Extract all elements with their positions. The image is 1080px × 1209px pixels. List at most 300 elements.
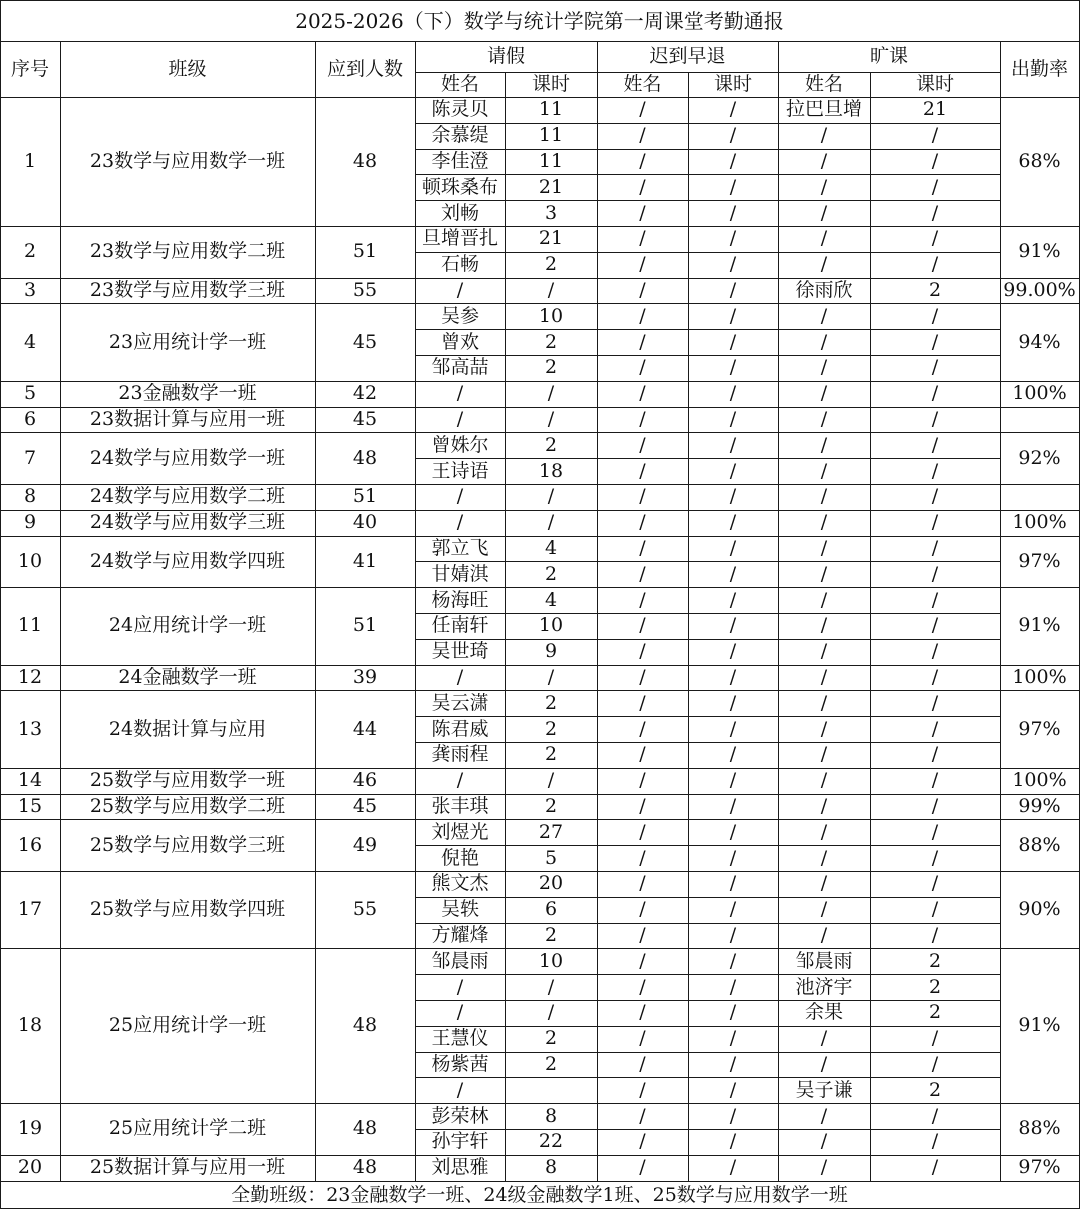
grid-line-v [415, 819, 416, 872]
row-rate: 100% [1012, 382, 1067, 405]
grid-line-v [415, 1155, 416, 1182]
row-rate: 99.00% [1003, 278, 1076, 301]
grid-line-v [415, 407, 416, 433]
grid-line-v [505, 871, 506, 949]
row-rate: 88% [1018, 1117, 1061, 1140]
absent-name: / [820, 201, 828, 224]
late-name: / [639, 433, 646, 456]
grid-line-v [597, 381, 598, 408]
absent-name: 邹晨雨 [795, 949, 853, 972]
row-expected: 48 [352, 1014, 378, 1037]
grid-line-v [415, 871, 416, 949]
leave-hours: / [547, 278, 555, 301]
absent-name: / [820, 407, 828, 430]
late-name: / [639, 691, 646, 714]
leave-hours: 21 [538, 175, 564, 198]
grid-line-v [1000, 536, 1001, 588]
grid-line-v [688, 1103, 689, 1156]
absent-name: 池济宇 [795, 975, 853, 998]
late-name: / [639, 227, 646, 250]
header-hours: 课时 [713, 73, 752, 95]
absent-hours: / [931, 330, 939, 353]
row-rate: 90% [1018, 898, 1061, 921]
leave-name: 邹高喆 [431, 356, 489, 379]
row-seq: 16 [17, 833, 43, 856]
grid-line-v [870, 226, 871, 279]
grid-line-v [505, 536, 506, 588]
late-hours: / [729, 356, 737, 379]
grid-line-v [688, 536, 689, 588]
grid-line-v [870, 278, 871, 304]
absent-hours: / [931, 898, 939, 921]
late-hours: / [729, 98, 737, 121]
header-absent: 旷课 [869, 45, 908, 67]
grid-line-v [597, 690, 598, 769]
absent-name: / [820, 459, 828, 482]
grid-line-v [688, 226, 689, 279]
late-hours: / [729, 459, 737, 482]
absent-hours: / [931, 562, 939, 585]
row-seq: 2 [23, 240, 37, 263]
grid-line-v [778, 1155, 779, 1182]
row-seq: 12 [17, 665, 43, 688]
absent-hours: / [931, 665, 939, 688]
late-name: / [639, 975, 646, 998]
grid-line-v [778, 1103, 779, 1156]
late-hours: / [729, 691, 737, 714]
absent-hours: / [931, 743, 939, 766]
leave-name: 曾欢 [440, 330, 479, 353]
grid-line-v [597, 1155, 598, 1182]
absent-hours: / [931, 536, 939, 559]
grid-line-v [870, 871, 871, 949]
row-seq: 7 [23, 446, 37, 469]
absent-hours: / [931, 1052, 939, 1075]
late-name: / [639, 588, 646, 611]
grid-line-v [60, 794, 61, 820]
grid-line-v [60, 41, 61, 98]
grid-line-v [415, 536, 416, 588]
row-class: 25数学与应用数学四班 [89, 898, 286, 921]
leave-name: / [456, 278, 464, 301]
full-attendance-note: 全勤班级：23金融数学一班、24级金融数学1班、25数学与应用数学一班 [231, 1184, 848, 1207]
row-expected: 40 [352, 511, 378, 534]
grid-line-v [315, 510, 316, 537]
late-hours: / [729, 923, 737, 946]
absent-name: / [820, 769, 828, 792]
leave-name: / [456, 665, 464, 688]
leave-hours: 2 [544, 691, 558, 714]
late-name: / [639, 356, 646, 379]
row-rate: 100% [1012, 511, 1067, 534]
grid-line-h [415, 72, 1001, 73]
absent-name: / [820, 227, 828, 250]
absent-hours: / [931, 1104, 939, 1127]
leave-hours: / [547, 975, 555, 998]
late-hours: / [729, 485, 737, 508]
late-hours: / [729, 717, 737, 740]
leave-name: 顿珠桑布 [421, 175, 498, 198]
absent-hours: / [931, 923, 939, 946]
late-name: / [639, 820, 646, 843]
grid-line-v [778, 278, 779, 304]
leave-name: 陈君威 [431, 717, 489, 740]
leave-name: / [456, 1078, 464, 1101]
absent-name: / [820, 149, 828, 172]
leave-hours: 9 [544, 640, 558, 663]
late-hours: / [729, 407, 737, 430]
late-name: / [639, 124, 646, 147]
leave-name: 刘畅 [440, 201, 479, 224]
grid-line-v [778, 536, 779, 588]
row-expected: 45 [352, 794, 378, 817]
grid-line-v [1000, 97, 1001, 227]
absent-hours: / [931, 794, 939, 817]
absent-name: / [820, 1104, 828, 1127]
late-name: / [639, 1156, 646, 1179]
late-name: / [639, 794, 646, 817]
leave-name: / [456, 407, 464, 430]
absent-name: / [820, 330, 828, 353]
grid-line-v [415, 278, 416, 304]
grid-line-v [1000, 794, 1001, 820]
late-name: / [639, 872, 646, 895]
grid-line-v [315, 1103, 316, 1156]
late-hours: / [729, 949, 737, 972]
grid-line-v [60, 587, 61, 666]
late-name: / [639, 562, 646, 585]
row-rate [1000, 407, 1079, 433]
row-rate: 92% [1018, 446, 1061, 469]
grid-line-v [415, 303, 416, 382]
grid-line-v [1000, 510, 1001, 537]
late-name: / [639, 1104, 646, 1127]
leave-name: / [456, 769, 464, 792]
absent-name: / [820, 614, 828, 637]
leave-hours: 6 [544, 898, 558, 921]
grid-line-h [0, 1181, 1080, 1182]
grid-line-v [415, 794, 416, 820]
absent-name: / [820, 1130, 828, 1153]
leave-name: 任南轩 [431, 614, 489, 637]
grid-line-v [870, 1155, 871, 1182]
late-hours: / [729, 1104, 737, 1127]
row-seq: 17 [17, 898, 43, 921]
grid-line-v [1000, 819, 1001, 872]
grid-line-v [597, 41, 598, 98]
grid-line-v [1000, 484, 1001, 511]
leave-name: 旦增晋扎 [421, 227, 498, 250]
absent-hours: / [931, 459, 939, 482]
row-class: 25数据计算与应用一班 [89, 1156, 286, 1179]
grid-line-v [778, 381, 779, 408]
late-hours: / [729, 433, 737, 456]
grid-line-v [778, 303, 779, 382]
late-hours: / [729, 1130, 737, 1153]
late-hours: / [729, 769, 737, 792]
leave-hours: 2 [544, 562, 558, 585]
grid-line-v [688, 819, 689, 872]
late-hours: / [729, 1052, 737, 1075]
late-name: / [639, 278, 646, 301]
row-class: 25数学与应用数学三班 [89, 833, 286, 856]
grid-line-v [778, 690, 779, 769]
leave-name: 熊文杰 [431, 872, 489, 895]
absent-hours: / [931, 124, 939, 147]
late-hours: / [729, 846, 737, 869]
absent-hours: / [931, 846, 939, 869]
row-expected: 48 [352, 150, 378, 172]
late-name: / [639, 459, 646, 482]
absent-name: / [820, 640, 828, 663]
leave-hours: 2 [544, 1052, 558, 1075]
grid-line-v [415, 510, 416, 537]
row-rate: 91% [1018, 1014, 1061, 1037]
absent-name: / [820, 382, 828, 405]
grid-line-v [505, 97, 506, 227]
row-class: 23数据计算与应用一班 [89, 407, 286, 430]
row-seq: 19 [17, 1117, 43, 1140]
leave-name: 石畅 [440, 253, 479, 276]
late-name: / [639, 330, 646, 353]
grid-line-v [60, 226, 61, 279]
grid-line-v [778, 97, 779, 227]
absent-hours: 2 [928, 949, 942, 972]
absent-hours: / [931, 872, 939, 895]
row-rate: 100% [1012, 665, 1067, 688]
grid-line-v [597, 871, 598, 949]
leave-hours: 2 [544, 330, 558, 353]
late-name: / [639, 201, 646, 224]
leave-hours: 2 [544, 356, 558, 379]
late-name: / [639, 898, 646, 921]
header-class: 班级 [168, 57, 207, 80]
leave-hours: / [547, 511, 555, 534]
grid-line-v [315, 690, 316, 769]
grid-line-v [315, 407, 316, 433]
leave-name: 龚雨程 [431, 743, 489, 766]
row-class: 23数学与应用数学二班 [89, 240, 286, 263]
grid-line-v [505, 819, 506, 872]
grid-line-v [315, 432, 316, 485]
late-name: / [639, 98, 646, 121]
grid-line-v [415, 432, 416, 485]
grid-line-v [778, 407, 779, 433]
leave-hours: 10 [538, 614, 564, 637]
header-leave: 请假 [486, 45, 525, 67]
absent-name: / [820, 923, 828, 946]
late-hours: / [729, 149, 737, 172]
grid-line-v [415, 1103, 416, 1156]
row-expected: 48 [352, 1117, 378, 1140]
leave-hours: / [547, 1001, 555, 1024]
row-seq: 11 [17, 614, 43, 637]
grid-line-v [415, 587, 416, 666]
row-expected: 45 [352, 330, 378, 353]
grid-line-v [1000, 407, 1001, 433]
grid-line-v [688, 1155, 689, 1182]
absent-name: / [820, 743, 828, 766]
late-hours: / [729, 743, 737, 766]
late-name: / [639, 253, 646, 276]
grid-line-v [505, 1155, 506, 1182]
late-name: / [639, 485, 646, 508]
absent-hours: / [931, 769, 939, 792]
leave-hours: 27 [538, 820, 564, 843]
absent-name: / [820, 717, 828, 740]
late-name: / [639, 846, 646, 869]
leave-hours: / [547, 485, 555, 508]
grid-line-v [778, 484, 779, 511]
late-hours: / [729, 382, 737, 405]
absent-hours: / [931, 1130, 939, 1153]
grid-line-v [1000, 690, 1001, 769]
leave-hours: 21 [538, 227, 564, 250]
grid-line-v [688, 381, 689, 408]
row-class: 25数学与应用数学二班 [89, 794, 286, 817]
absent-hours: / [931, 614, 939, 637]
grid-line-v [315, 948, 316, 1104]
grid-line-v [870, 536, 871, 588]
grid-line-v [597, 432, 598, 485]
header-seq: 序号 [10, 57, 49, 80]
absent-hours: / [931, 1027, 939, 1050]
grid-line-v [60, 1155, 61, 1182]
late-name: / [639, 175, 646, 198]
row-expected: 44 [352, 717, 378, 740]
absent-hours: 2 [928, 975, 942, 998]
grid-line-v [597, 97, 598, 227]
late-name: / [639, 949, 646, 972]
late-hours: / [729, 304, 737, 327]
grid-line-v [1000, 948, 1001, 1104]
grid-line-v [688, 510, 689, 537]
grid-line-v [505, 665, 506, 691]
grid-line-v [1000, 587, 1001, 666]
row-seq: 9 [23, 511, 37, 534]
late-name: / [639, 640, 646, 663]
grid-line-v [415, 381, 416, 408]
leave-name: / [456, 511, 464, 534]
grid-line-v [60, 665, 61, 691]
late-name: / [639, 536, 646, 559]
grid-line-v [60, 768, 61, 795]
grid-line-v [60, 690, 61, 769]
absent-name: / [820, 1156, 828, 1179]
row-expected: 46 [352, 769, 378, 792]
grid-line-v [415, 768, 416, 795]
leave-hours: / [547, 665, 555, 688]
row-class: 23数学与应用数学三班 [89, 278, 286, 301]
late-hours: / [729, 588, 737, 611]
leave-hours: / [547, 769, 555, 792]
absent-name: / [820, 485, 828, 508]
row-seq: 18 [17, 1014, 43, 1037]
grid-line-v [778, 768, 779, 795]
absent-hours: / [931, 485, 939, 508]
late-hours: / [729, 227, 737, 250]
row-expected: 51 [352, 485, 378, 508]
absent-hours: 2 [928, 1078, 942, 1101]
grid-line-v [1000, 665, 1001, 691]
absent-name: / [820, 665, 828, 688]
grid-line-v [1000, 1103, 1001, 1156]
row-seq: 10 [17, 549, 43, 572]
grid-line-v [415, 665, 416, 691]
absent-name: / [820, 691, 828, 714]
header-hours: 课时 [915, 73, 954, 95]
row-class: 24数学与应用数学四班 [89, 549, 286, 572]
leave-name: / [456, 1001, 464, 1024]
absent-name: / [820, 356, 828, 379]
grid-line-v [778, 819, 779, 872]
row-expected: 39 [352, 665, 378, 688]
row-expected: 42 [352, 382, 378, 405]
leave-name: 吴轶 [440, 898, 479, 921]
grid-line-v [505, 303, 506, 382]
leave-hours: 4 [544, 588, 558, 611]
late-hours: / [729, 640, 737, 663]
late-hours: / [729, 511, 737, 534]
absent-name: / [820, 562, 828, 585]
absent-name: / [820, 872, 828, 895]
grid-line-v [597, 587, 598, 666]
row-class: 25应用统计学一班 [108, 1014, 267, 1037]
grid-line-v [1000, 226, 1001, 279]
row-class: 25应用统计学二班 [108, 1117, 267, 1140]
absent-hours: / [931, 201, 939, 224]
grid-line-v [315, 665, 316, 691]
row-class: 23应用统计学一班 [108, 330, 267, 353]
row-expected: 55 [352, 278, 378, 301]
absent-hours: / [931, 227, 939, 250]
leave-name: 孙宇轩 [431, 1130, 489, 1153]
leave-name: 刘煜光 [431, 820, 489, 843]
header-hours: 课时 [531, 73, 570, 95]
grid-line-v [1000, 303, 1001, 382]
leave-hours: 4 [544, 536, 558, 559]
grid-line-v [1000, 381, 1001, 408]
leave-hours: 2 [544, 743, 558, 766]
leave-name: 吴世琦 [431, 640, 489, 663]
grid-line-v [505, 690, 506, 769]
row-class: 24数学与应用数学二班 [89, 485, 286, 508]
leave-name: 刘思雅 [431, 1156, 489, 1179]
row-rate [1000, 484, 1079, 510]
row-seq: 5 [23, 382, 37, 405]
leave-name: 倪艳 [440, 846, 479, 869]
leave-name: / [456, 975, 464, 998]
leave-name: 张丰琪 [431, 794, 489, 817]
leave-hours: 18 [538, 459, 564, 482]
grid-line-v [315, 794, 316, 820]
grid-line-v [597, 1103, 598, 1156]
leave-name: 吴参 [440, 304, 479, 327]
grid-line-v [597, 665, 598, 691]
leave-hours: 10 [538, 949, 564, 972]
late-name: / [639, 407, 646, 430]
leave-hours: / [547, 382, 555, 405]
late-hours: / [729, 665, 737, 688]
grid-line-v [315, 303, 316, 382]
row-class: 24金融数学一班 [118, 665, 257, 688]
late-name: / [639, 1052, 646, 1075]
leave-name: 陈灵贝 [431, 98, 489, 121]
grid-line-v [505, 510, 506, 537]
leave-hours: 3 [544, 201, 558, 224]
row-seq: 13 [17, 717, 43, 740]
header-name: 姓名 [804, 73, 843, 95]
